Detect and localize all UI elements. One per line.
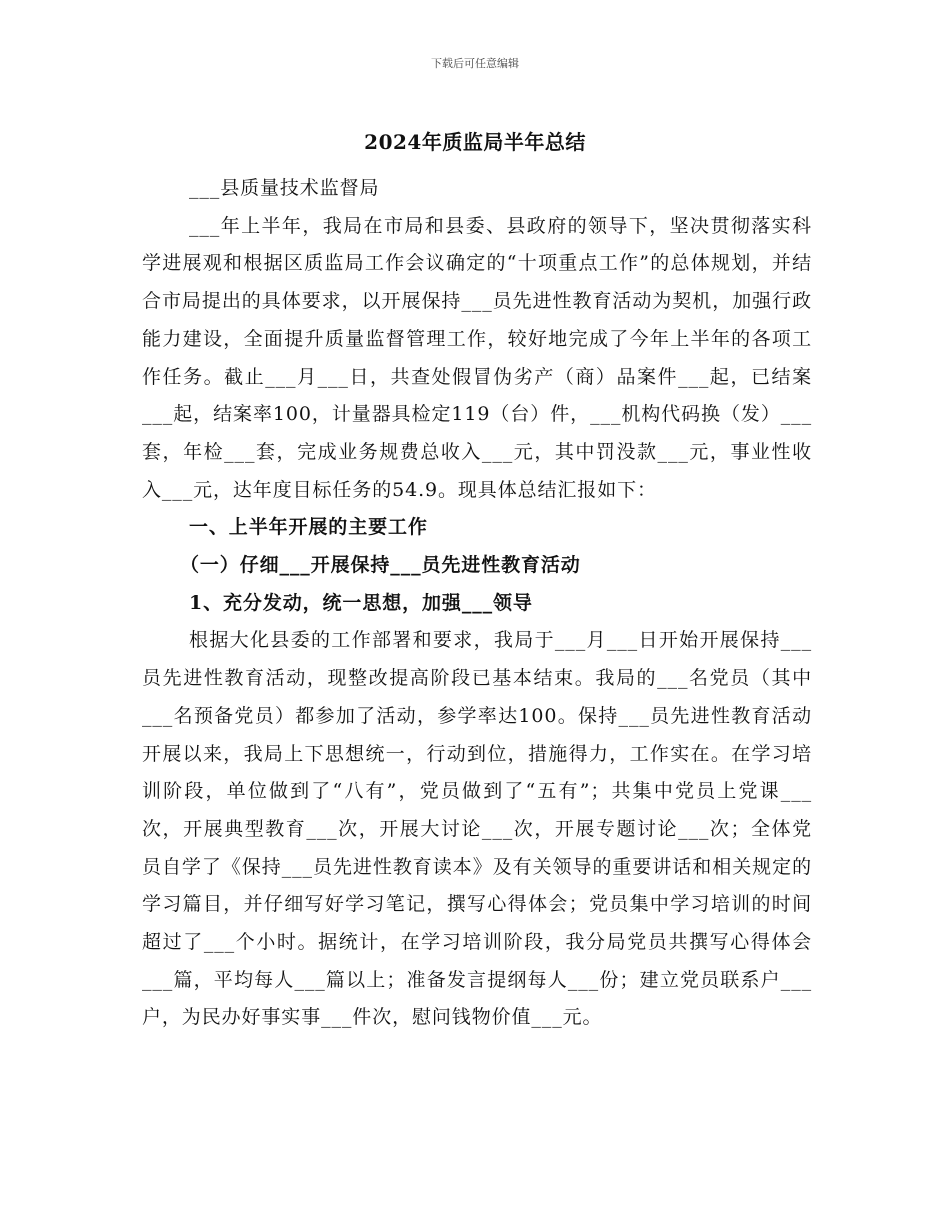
section-heading: 一、上半年开展的主要工作: [189, 516, 428, 539]
document-title: 2024年质监局半年总结: [364, 130, 586, 154]
document-body: [142, 170, 812, 1037]
item-paragraph: 根据大化县委的工作部署和要求，我局于___月___日开始开展保持___员先进性教育活动，现整改提高阶段已基本结束。我局的___名党员（其中___名预备党员）都参加了活动，参学率达100。保持___员先进性教育活动开展以来，我局上下思想统一，行动到位，措施得力，工作实在。在学习培训阶段，单位做到了“八有”，党员做到了“五有”；共集中党员上党课___次，开展典型教育___次，开展大讨论___次，开展专题讨论___次；全体党员自学了《保持___员先进性教育读本》及有关领导的重要讲话和相关规定的学习篇目，并仔细写好学习笔记，撰写心得体会；党员集中学习培训的时间超过了___个小时。据统计，在学习培训阶段，我分局党员共撰写心得体会___篇，平均每人___篇以上；准备发言提纲每人___份；建立党员联系户___户，为民办好事实事___件次，慰问钱物价值___元。: [142, 629, 812, 1029]
intro-paragraph: ___年上半年，我局在市局和县委、县政府的领导下，坚决贯彻落实科学进展观和根据区质监局工作会议确定的“十项重点工作”的总体规划，并结合市局提出的具体要求，以开展保持___员先进性教育活动为契机，加强行政能力建设，全面提升质量监督管理工作，较好地完成了今年上半年的各项工作任务。截止___月___日，共查处假冒伪劣产（商）品案件___起，已结案___起，结案率100，计量器具检定119（台）件，___机构代码换（发）___套，年检___套，完成业务规费总收入___元，其中罚没款___元，事业性收入___元，达年度目标任务的54.9。现具体总结汇报如下：: [142, 214, 812, 501]
org-line: ___县质量技术监督局: [189, 177, 380, 199]
subsection-heading: （一）仔细___开展保持___员先进性教育活动: [180, 554, 581, 577]
header-note: 下载后可任意编辑: [431, 57, 519, 70]
item-heading: 1、充分发动，统一思想，加强___领导: [189, 591, 533, 614]
